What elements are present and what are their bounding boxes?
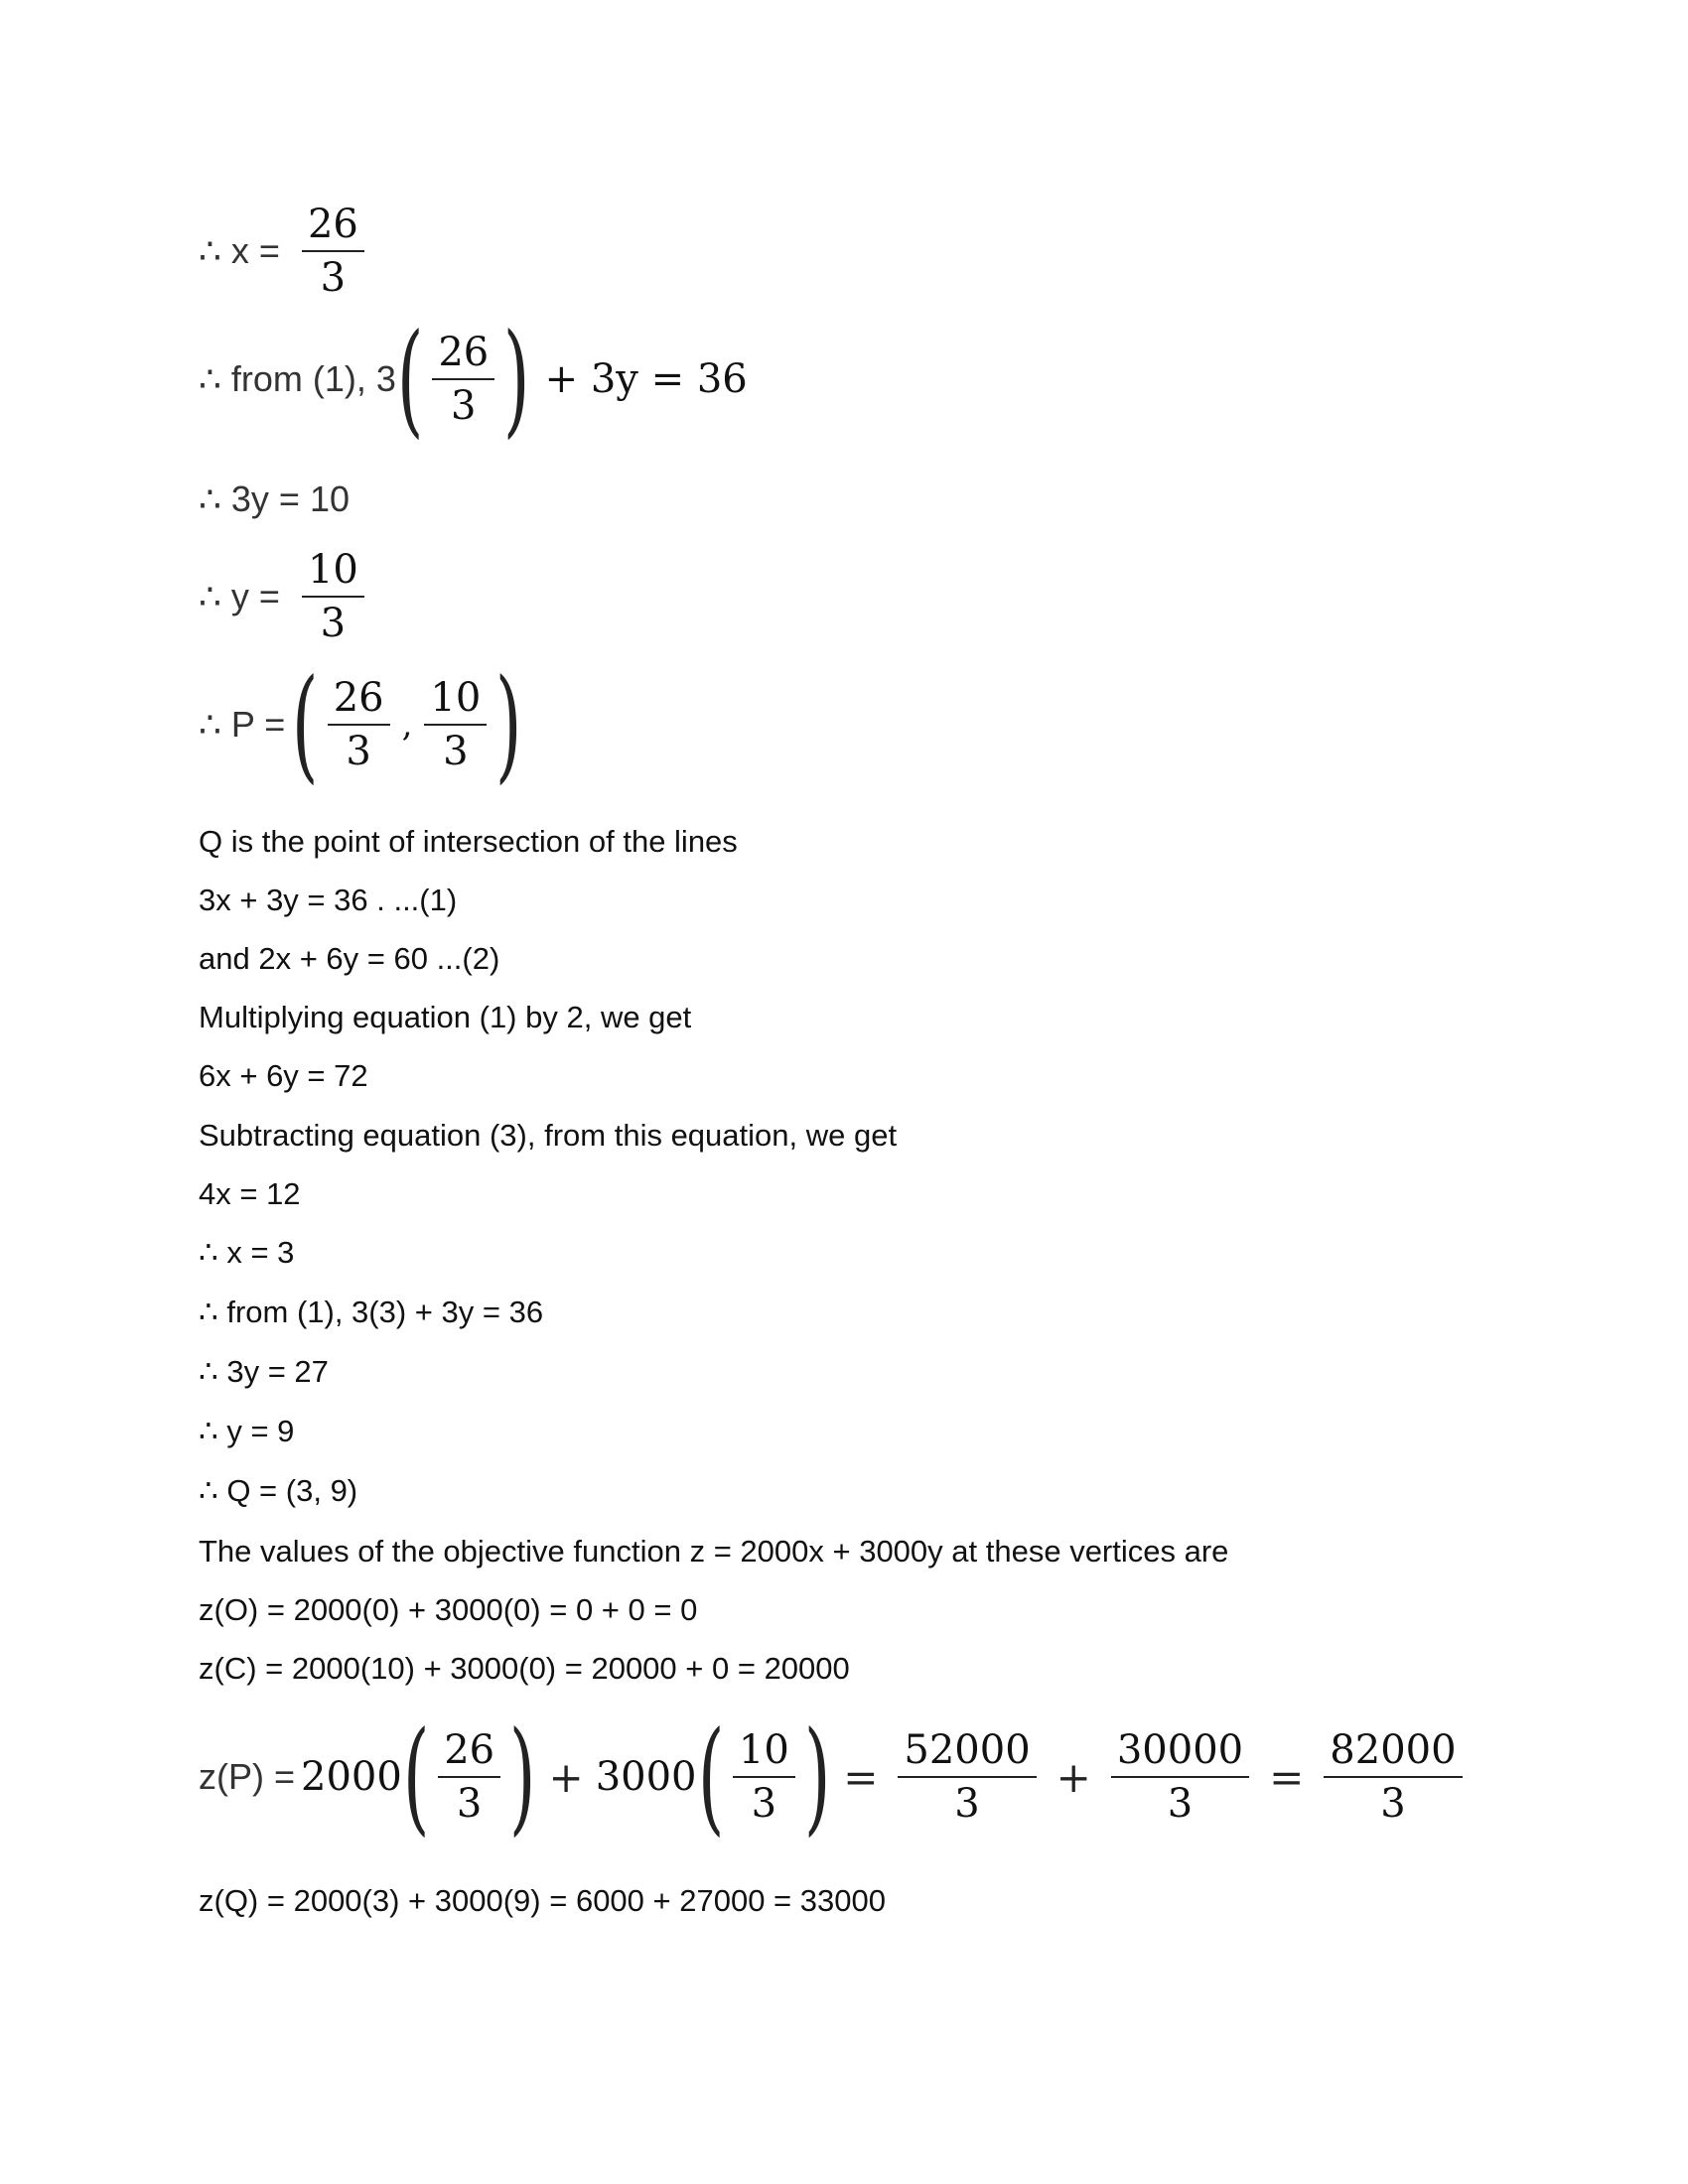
comma: , bbox=[401, 705, 413, 745]
equation-line: ∴ from (1), 3(3) + 3y = 36 bbox=[199, 1295, 544, 1329]
equation-line: ∴ 3y = 27 bbox=[199, 1354, 329, 1389]
text-line: Multiplying equation (1) by 2, we get bbox=[199, 1000, 692, 1034]
plus-sign: + bbox=[548, 1752, 584, 1802]
equation-line: ∴ x = 3 bbox=[199, 1235, 295, 1270]
equation-line: 6x + 6y = 72 bbox=[199, 1058, 368, 1093]
denominator: 3 bbox=[320, 255, 347, 301]
equation-x-value bbox=[199, 199, 372, 304]
coefficient: 2000 bbox=[301, 1754, 402, 1800]
equation-text: ∴ 3y = 10 bbox=[199, 478, 350, 519]
fraction bbox=[438, 1724, 500, 1830]
denominator: 3 bbox=[954, 1781, 980, 1827]
left-paren: ( bbox=[396, 308, 424, 451]
denominator: 3 bbox=[456, 1781, 483, 1827]
equation-y-value bbox=[199, 544, 372, 649]
numerator: 26 bbox=[444, 1727, 495, 1773]
numerator: 26 bbox=[333, 675, 384, 721]
denominator: 3 bbox=[751, 1781, 777, 1827]
equation-lhs: ∴ y = bbox=[199, 576, 280, 616]
numerator: 10 bbox=[430, 675, 482, 721]
denominator: 3 bbox=[346, 729, 371, 774]
coefficient: 3000 bbox=[595, 1754, 697, 1800]
denominator: 3 bbox=[443, 729, 469, 774]
fraction bbox=[1324, 1724, 1462, 1830]
equation-zq: z(Q) = 2000(3) + 3000(9) = 6000 + 27000 = 33000 bbox=[199, 1883, 886, 1918]
equation-zp bbox=[199, 1706, 1471, 1848]
equation-lhs: z(P) = bbox=[199, 1756, 296, 1797]
numerator: 26 bbox=[307, 202, 358, 247]
equation-rhs: + 3y = 36 bbox=[544, 356, 748, 402]
left-paren: ( bbox=[292, 653, 319, 796]
equals-sign: = bbox=[1269, 1752, 1305, 1802]
fraction bbox=[733, 1724, 795, 1830]
fraction bbox=[302, 199, 364, 304]
equation-point-p bbox=[199, 653, 523, 796]
text-line: Subtracting equation (3), from this equation, we get bbox=[199, 1118, 898, 1153]
fraction bbox=[328, 672, 390, 777]
numerator: 82000 bbox=[1330, 1727, 1457, 1773]
equation-lhs: ∴ P = bbox=[199, 704, 286, 745]
plus-sign: + bbox=[1055, 1752, 1091, 1802]
denominator: 3 bbox=[1380, 1781, 1406, 1827]
right-paren: ) bbox=[803, 1706, 831, 1848]
equation-line: 4x = 12 bbox=[199, 1176, 301, 1211]
numerator: 10 bbox=[738, 1727, 789, 1773]
equation-substitution bbox=[199, 308, 748, 451]
denominator: 3 bbox=[1167, 1781, 1194, 1827]
equation-line: z(C) = 2000(10) + 3000(0) = 20000 + 0 = 20000 bbox=[199, 1651, 850, 1686]
equation-line: z(O) = 2000(0) + 3000(0) = 0 + 0 = 0 bbox=[199, 1592, 698, 1627]
equation-line: and 2x + 6y = 60 ...(2) bbox=[199, 941, 500, 976]
left-paren: ( bbox=[697, 1706, 725, 1848]
fraction bbox=[898, 1724, 1036, 1830]
equals-sign: = bbox=[843, 1752, 879, 1802]
denominator: 3 bbox=[451, 383, 477, 429]
fraction bbox=[432, 327, 494, 432]
numerator: 52000 bbox=[904, 1727, 1031, 1773]
right-paren: ) bbox=[508, 1706, 536, 1848]
text-line: The values of the objective function z = 2000x + 3000y at these vertices are bbox=[199, 1534, 1229, 1569]
equation-lhs: ∴ x = bbox=[199, 230, 280, 271]
left-paren: ( bbox=[402, 1706, 430, 1848]
text-line: Q is the point of intersection of the lines bbox=[199, 824, 738, 859]
right-paren: ) bbox=[495, 653, 522, 796]
fraction bbox=[302, 544, 364, 649]
numerator: 26 bbox=[438, 330, 490, 375]
numerator: 10 bbox=[307, 547, 358, 593]
right-paren: ) bbox=[503, 308, 530, 451]
denominator: 3 bbox=[320, 601, 347, 646]
equation-lhs: ∴ from (1), 3 bbox=[199, 358, 396, 399]
fraction bbox=[1111, 1724, 1249, 1830]
equation-3y bbox=[199, 478, 350, 520]
equation-line: 3x + 3y = 36 . ...(1) bbox=[199, 883, 458, 917]
numerator: 30000 bbox=[1116, 1727, 1244, 1773]
fraction bbox=[424, 672, 487, 777]
equation-line: ∴ Q = (3, 9) bbox=[199, 1473, 358, 1508]
equation-line: ∴ y = 9 bbox=[199, 1414, 295, 1448]
